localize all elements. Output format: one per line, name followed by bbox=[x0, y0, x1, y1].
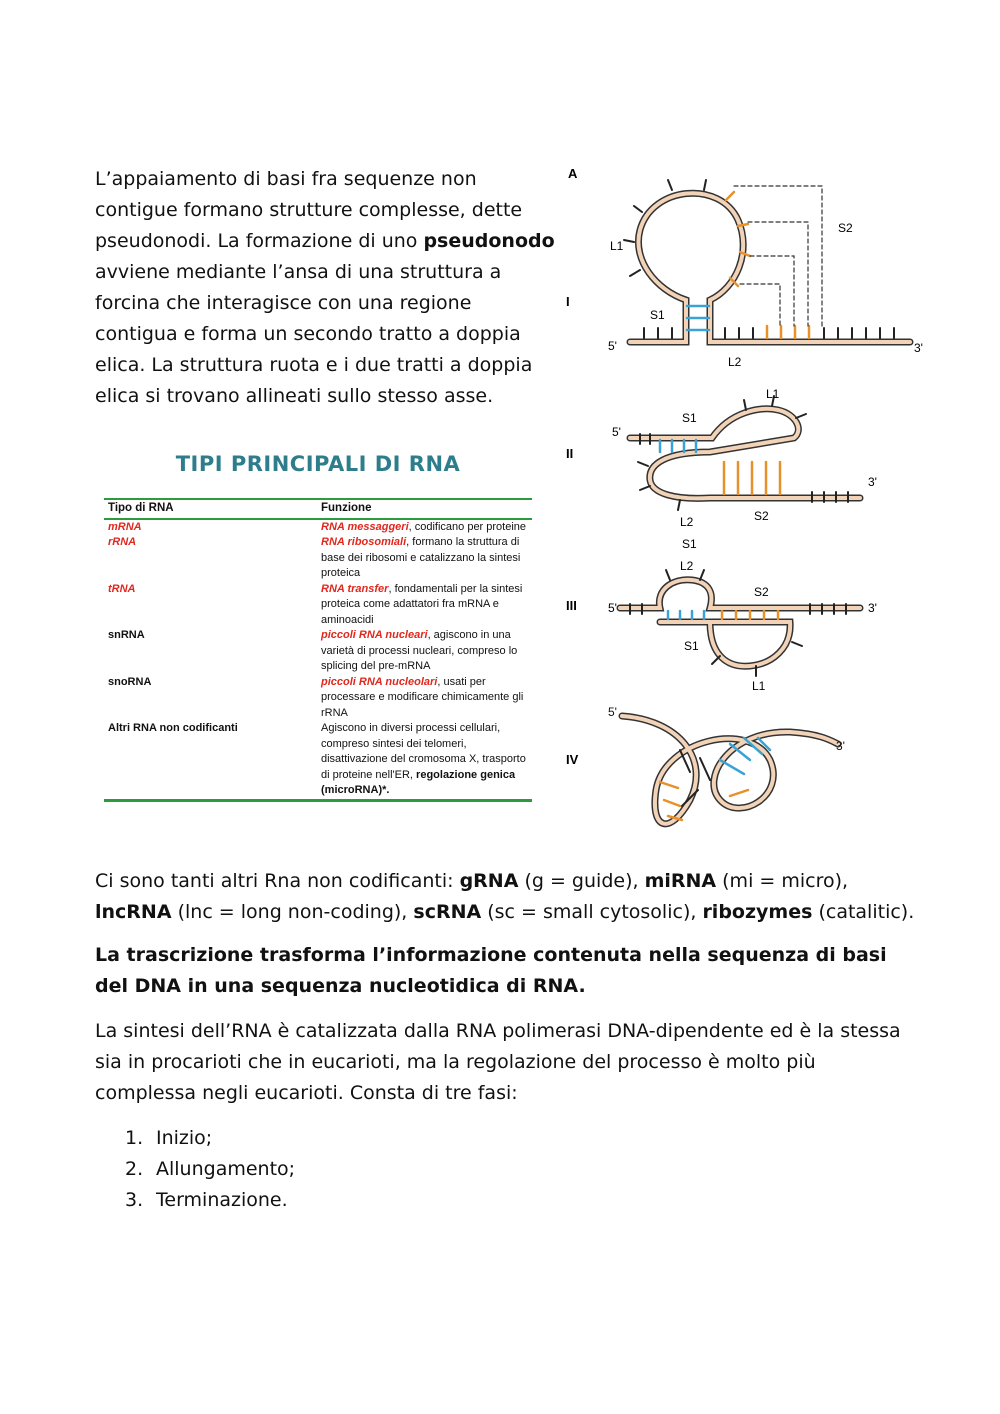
svg-text:5': 5' bbox=[612, 425, 621, 439]
rna-function: RNA messaggeri, codificano per proteine bbox=[321, 520, 527, 533]
svg-text:L1: L1 bbox=[752, 679, 766, 693]
stage-label-1: I bbox=[566, 294, 570, 309]
svg-text:5': 5' bbox=[608, 705, 617, 719]
svg-text:L2: L2 bbox=[680, 515, 694, 529]
other-noncoding-rna-paragraph: Ci sono tanti altri Rna non codificanti: gRNA (g = guide), miRNA (mi = micro), lncRNA (lnc = long non-coding), scRNA (sc = small cytosolic), ribozymes (catalitic). bbox=[95, 870, 915, 923]
transcription-phases-list bbox=[125, 1123, 295, 1216]
rna-function: RNA ribosomiali, formano la struttura di base dei ribosomi e catalizzano la sintesi proteica bbox=[321, 536, 521, 579]
table-row bbox=[104, 721, 532, 800]
svg-text:3': 3' bbox=[836, 739, 845, 753]
svg-text:L2: L2 bbox=[728, 355, 742, 369]
svg-text:S1: S1 bbox=[650, 308, 665, 322]
svg-text:S2: S2 bbox=[754, 585, 769, 599]
svg-text:S2: S2 bbox=[838, 221, 853, 235]
intro-bold-term: pseudonodo bbox=[423, 230, 555, 252]
list-item: 2. Allungamento; bbox=[125, 1158, 296, 1180]
svg-text:S1: S1 bbox=[684, 639, 699, 653]
table-title: TIPI PRINCIPALI DI RNA bbox=[175, 452, 461, 476]
rna-type: mRNA bbox=[108, 520, 142, 533]
table-row bbox=[104, 535, 532, 582]
header-function: Funzione bbox=[317, 499, 532, 519]
stage-4-helix bbox=[608, 705, 845, 824]
svg-text:3': 3' bbox=[868, 475, 877, 489]
table-row bbox=[104, 519, 532, 536]
stage-label-3: III bbox=[566, 598, 577, 613]
stage-label-4: IV bbox=[566, 752, 579, 767]
svg-text:L1: L1 bbox=[610, 239, 624, 253]
svg-text:3': 3' bbox=[868, 601, 877, 615]
stage-label-2: II bbox=[566, 446, 574, 461]
table-row bbox=[104, 675, 532, 722]
stage-3-pseudoknot bbox=[608, 537, 877, 693]
header-type: Tipo di RNA bbox=[104, 499, 317, 519]
stage-1-hairpin bbox=[608, 180, 923, 369]
rna-type: tRNA bbox=[108, 582, 136, 595]
svg-text:L1: L1 bbox=[766, 387, 780, 401]
pseudoknot-diagram bbox=[560, 160, 940, 840]
table-row bbox=[104, 628, 532, 675]
rna-type: rRNA bbox=[108, 536, 137, 548]
svg-text:S1: S1 bbox=[682, 537, 697, 551]
panel-label-a: A bbox=[568, 166, 578, 181]
rna-function: piccoli RNA nucleari, agiscono in una varietà di processi nucleari, compreso lo splicing del pre-mRNA bbox=[321, 629, 518, 672]
list-item: 3. Terminazione. bbox=[125, 1189, 288, 1211]
rna-types-table bbox=[104, 498, 532, 802]
svg-text:L2: L2 bbox=[680, 559, 694, 573]
stage-2-pseudoknot bbox=[612, 387, 877, 529]
svg-text:5': 5' bbox=[608, 601, 617, 615]
table-header-row bbox=[104, 499, 532, 519]
rna-type: Altri RNA non codificanti bbox=[108, 722, 238, 734]
rna-synthesis-paragraph: La sintesi dell’RNA è catalizzata dalla RNA polimerasi DNA-dipendente ed è la stessa sia in procarioti che in eucarioti, ma la regolazione del processo è molto più complessa negli eucarioti. Consta di tre fasi: bbox=[95, 1020, 901, 1104]
svg-text:5': 5' bbox=[608, 339, 617, 353]
rna-function: RNA transfer, fondamentali per la sintesi proteica come adattatori fra mRNA e aminoacidi bbox=[321, 582, 523, 626]
svg-text:S2: S2 bbox=[754, 509, 769, 523]
svg-text:S1: S1 bbox=[682, 411, 697, 425]
rna-function: piccoli RNA nucleolari, usati per processare e modificare chimicamente gli rRNA bbox=[321, 675, 524, 719]
intro-text-end: avviene mediante l’ansa di una struttura a forcina che interagisce con una regione contigua e forma un secondo tratto a doppia elica. La struttura ruota e i due tratti a doppia elica si trovano allineati sullo stesso asse. bbox=[95, 261, 533, 407]
intro-paragraph bbox=[95, 164, 555, 412]
rna-type: snoRNA bbox=[108, 675, 152, 688]
transcription-statement: La trascrizione trasforma l’informazione contenuta nella sequenza di basi del DNA in una sequenza nucleotidica di RNA. bbox=[95, 944, 887, 997]
intro-text: L’appaiamento di basi fra sequenze non contigue formano strutture complesse, dette pseudonodi. La formazione di uno bbox=[95, 168, 523, 252]
table-row bbox=[104, 582, 532, 629]
rna-types-table-block bbox=[104, 452, 532, 802]
list-item: 1. Inizio; bbox=[125, 1127, 213, 1149]
rna-function: Agiscono in diversi processi cellulari, compreso sintesi dei telomeri, disattivazione del cromosoma X, trasporto di proteine nell'ER, regolazione genica (microRNA)*. bbox=[321, 722, 526, 796]
rna-type: snRNA bbox=[108, 629, 145, 641]
svg-text:3': 3' bbox=[914, 341, 923, 355]
